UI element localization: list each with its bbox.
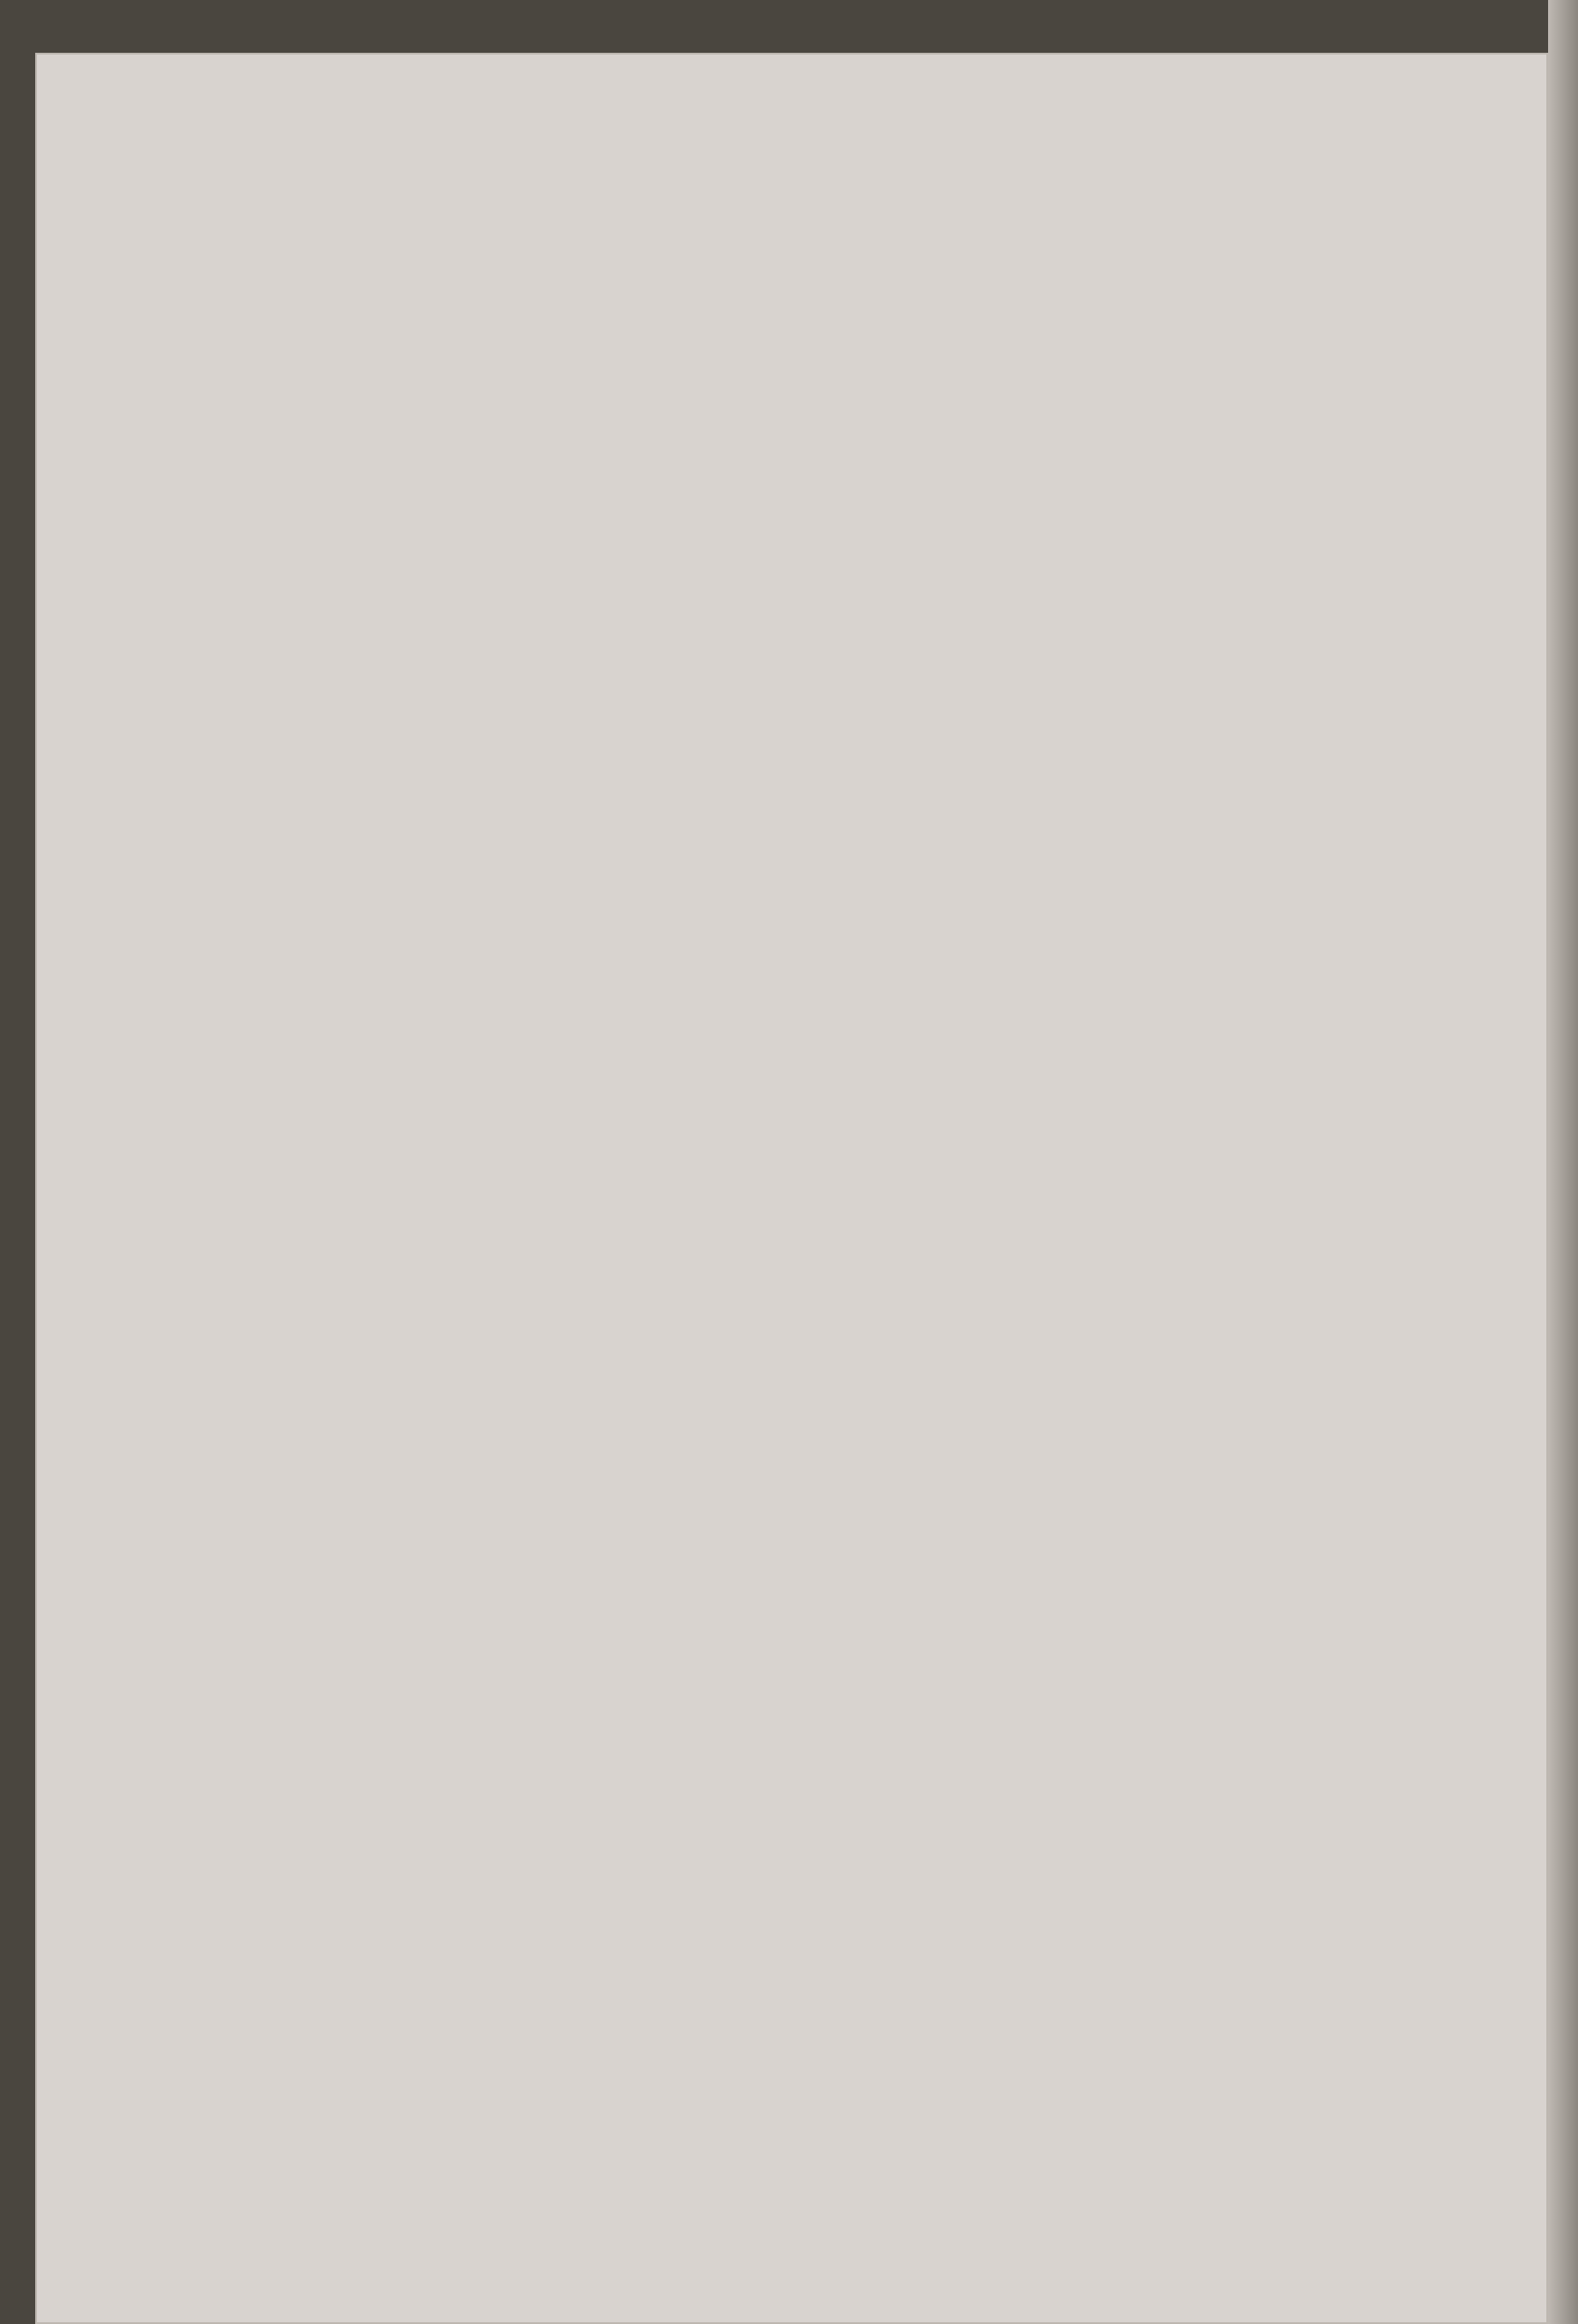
textbook-page: [35, 53, 1548, 2324]
exercise-278-continuation: [185, 75, 1548, 106]
exercise-content: [185, 75, 1548, 352]
page-edge: [1548, 0, 1578, 2324]
